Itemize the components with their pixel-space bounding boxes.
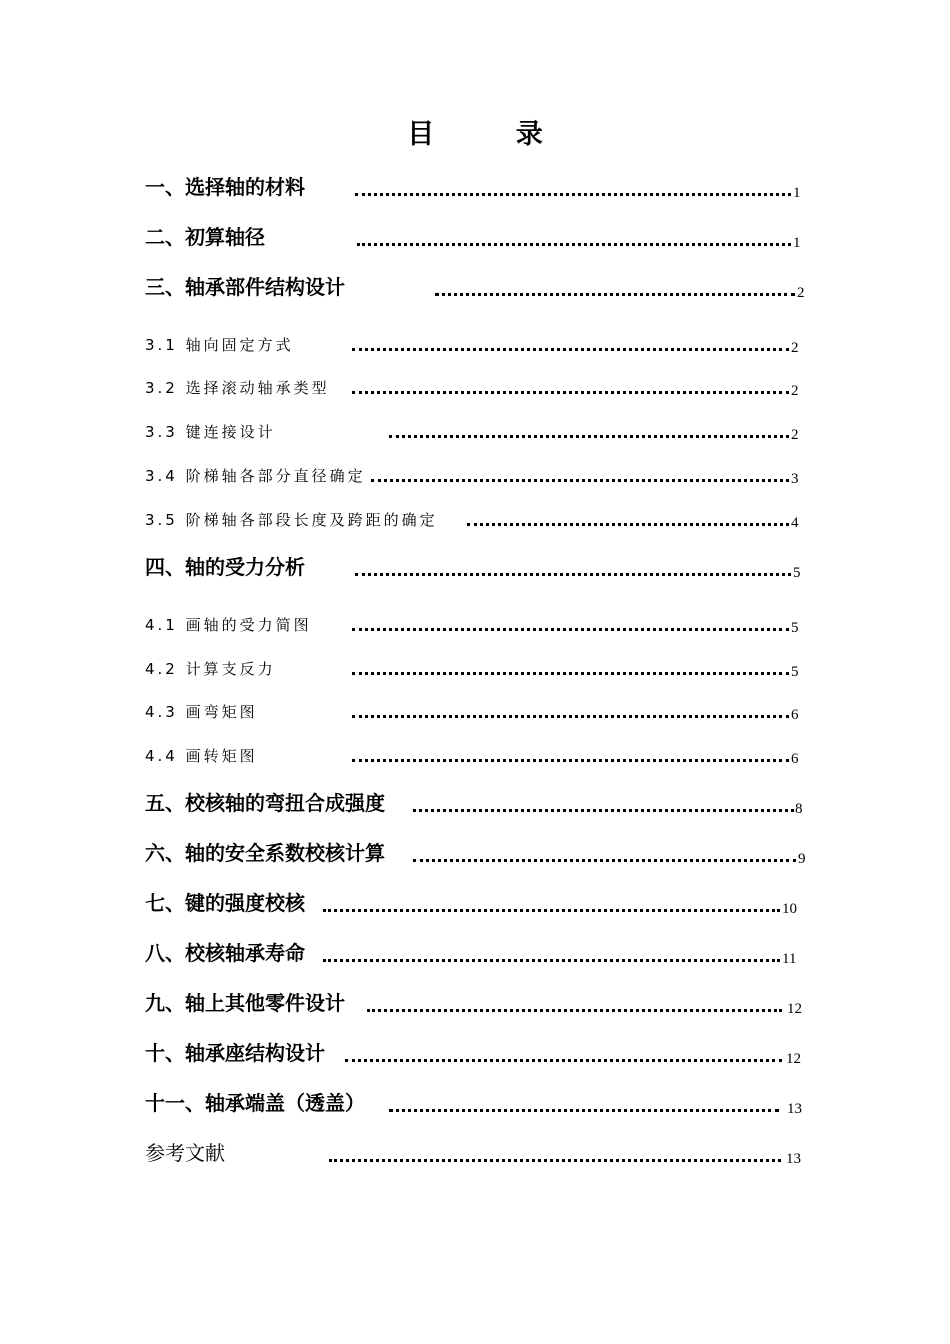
- toc-entry-label: 4.4 画转矩图: [145, 747, 258, 765]
- toc-entry[interactable]: [145, 605, 805, 635]
- toc-entry[interactable]: [145, 836, 810, 866]
- leader-dots: [435, 293, 795, 296]
- leader-dots: [413, 859, 796, 862]
- toc-entry-label: 五、校核轴的弯扭合成强度: [145, 791, 385, 815]
- toc-entry[interactable]: [145, 368, 805, 398]
- leader-dots: [345, 1059, 782, 1062]
- toc-entry-label: 九、轴上其他零件设计: [145, 991, 345, 1015]
- toc-entry-page: 6: [791, 751, 799, 767]
- toc-entry-page: 2: [797, 285, 805, 301]
- toc-entry-page: 11: [782, 951, 797, 967]
- toc-entry-page: 5: [793, 565, 801, 581]
- toc-entry-label: 3.2 选择滚动轴承类型: [145, 379, 330, 397]
- toc-entry-page: 6: [791, 707, 799, 723]
- toc-entry-page: 13: [787, 1101, 802, 1117]
- toc-entry-label: 3.1 轴向固定方式: [145, 336, 294, 354]
- toc-entry-page: 9: [798, 851, 806, 867]
- leader-dots: [352, 348, 789, 351]
- toc-entry-label: 4.3 画弯矩图: [145, 703, 258, 721]
- leader-dots: [352, 672, 789, 675]
- toc-entry[interactable]: [145, 936, 810, 966]
- leader-dots: [352, 715, 789, 718]
- toc-entry[interactable]: [145, 412, 805, 442]
- leader-dots: [352, 391, 789, 394]
- toc-entry-page: 12: [787, 1001, 802, 1017]
- toc-entry-page: 12: [786, 1051, 801, 1067]
- toc-entry-page: 2: [791, 427, 799, 443]
- toc-entry[interactable]: [145, 1136, 810, 1166]
- leader-dots: [323, 959, 780, 962]
- toc-entry[interactable]: [145, 886, 810, 916]
- toc-entry[interactable]: [145, 270, 810, 300]
- toc-entry-label: 七、键的强度校核: [145, 891, 305, 915]
- toc-title: 目 录: [407, 119, 579, 150]
- leader-dots: [367, 1009, 782, 1012]
- toc-entry-label: 4.1 画轴的受力简图: [145, 616, 312, 634]
- leader-dots: [355, 193, 791, 196]
- toc-entry-label: 四、轴的受力分析: [145, 555, 305, 579]
- leader-dots: [413, 809, 794, 812]
- toc-entry-label: 4.2 计算支反力: [145, 660, 276, 678]
- toc-entry-label: 十一、轴承端盖（透盖）: [145, 1091, 365, 1115]
- toc-entry-page: 3: [791, 471, 799, 487]
- toc-entry-label: 3.3 键连接设计: [145, 423, 276, 441]
- leader-dots: [329, 1159, 781, 1162]
- toc-entry-label: 3.5 阶梯轴各部段长度及跨距的确定: [145, 511, 438, 529]
- toc-entry[interactable]: [145, 456, 805, 486]
- toc-entry-label: 二、初算轴径: [145, 225, 265, 249]
- leader-dots: [467, 523, 789, 526]
- leader-dots: [352, 628, 789, 631]
- toc-entry-page: 13: [786, 1151, 801, 1167]
- leader-dots: [357, 243, 791, 246]
- toc-entry-label: 3.4 阶梯轴各部分直径确定: [145, 467, 366, 485]
- leader-dots: [323, 909, 780, 912]
- toc-entry[interactable]: [145, 649, 805, 679]
- toc-entry-page: 2: [791, 340, 799, 356]
- toc-entry-label: 参考文献: [145, 1141, 225, 1165]
- toc-entry[interactable]: [145, 325, 805, 355]
- toc-entry-page: 1: [793, 235, 801, 251]
- toc-entry[interactable]: [145, 170, 805, 200]
- toc-entry[interactable]: [145, 986, 810, 1016]
- leader-dots: [355, 573, 791, 576]
- leader-dots: [352, 759, 789, 762]
- toc-entry-label: 一、选择轴的材料: [145, 175, 305, 199]
- toc-entry-page: 8: [795, 801, 803, 817]
- leader-dots: [389, 1109, 779, 1112]
- toc-entry[interactable]: [145, 786, 810, 816]
- toc-entry-page: 5: [791, 620, 799, 636]
- toc-entry[interactable]: [145, 550, 810, 580]
- toc-entry-page: 10: [782, 901, 797, 917]
- toc-entry[interactable]: [145, 1086, 810, 1116]
- leader-dots: [389, 435, 789, 438]
- toc-entry-label: 八、校核轴承寿命: [145, 941, 305, 965]
- toc-entry-page: 2: [791, 383, 799, 399]
- toc-entry-page: 5: [791, 664, 799, 680]
- toc-entry[interactable]: [145, 736, 805, 766]
- toc-entry-page: 1: [793, 185, 801, 201]
- toc-entry-label: 六、轴的安全系数校核计算: [145, 841, 385, 865]
- toc-entry-page: 4: [791, 515, 799, 531]
- toc-entry[interactable]: [145, 220, 805, 250]
- toc-entry-label: 三、轴承部件结构设计: [145, 275, 345, 299]
- toc-entry[interactable]: [145, 1036, 810, 1066]
- leader-dots: [371, 479, 789, 482]
- toc-entry[interactable]: [145, 692, 805, 722]
- toc-entry[interactable]: [145, 500, 805, 530]
- toc-entry-label: 十、轴承座结构设计: [145, 1041, 325, 1065]
